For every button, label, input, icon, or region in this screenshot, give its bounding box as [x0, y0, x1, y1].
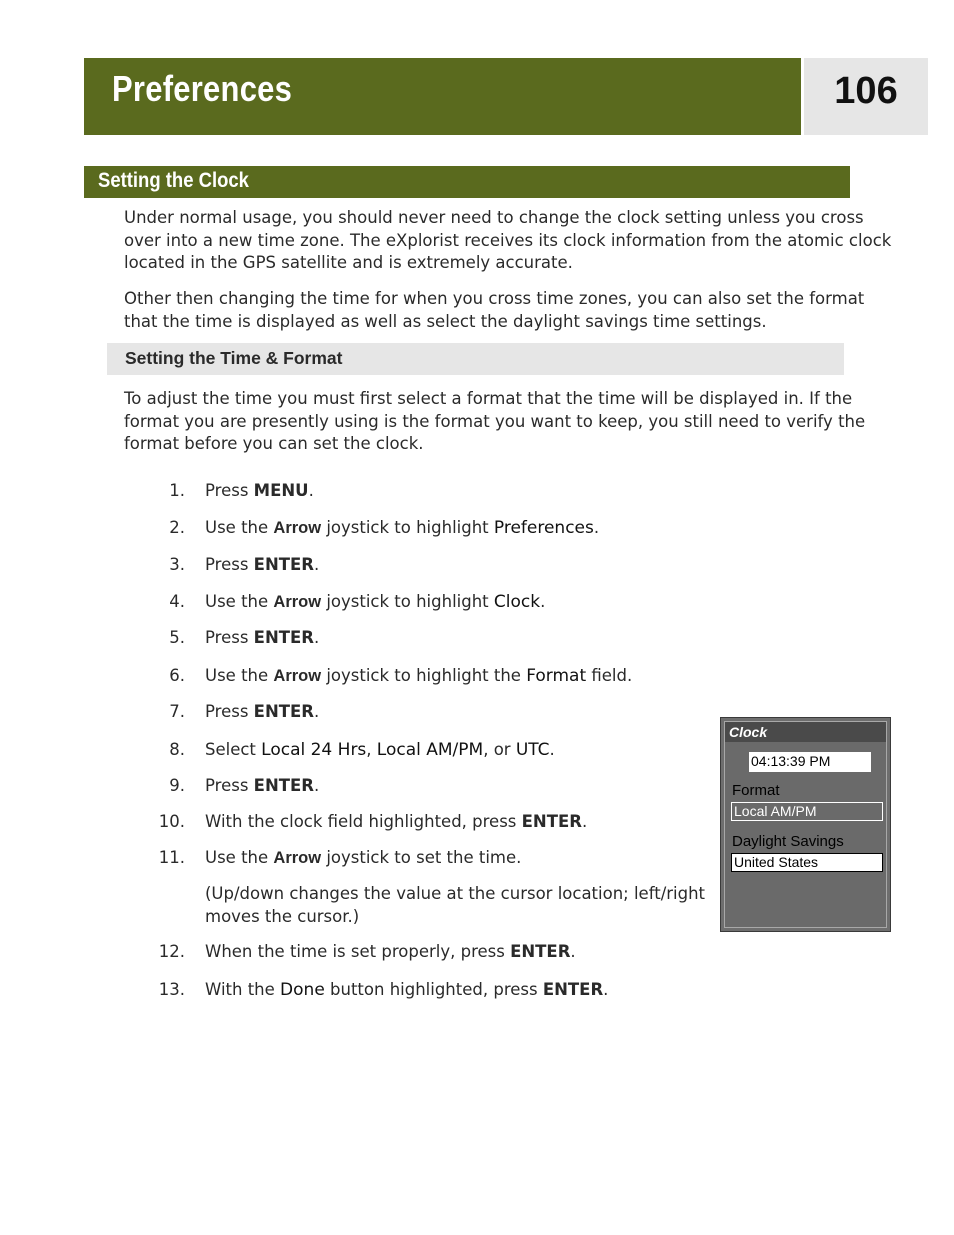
step-text-segment: . — [313, 628, 320, 647]
page-title: Preferences — [112, 68, 293, 109]
key-name: Arrow — [273, 849, 322, 867]
key-name: Arrow — [273, 667, 322, 685]
key-name: ENTER — [253, 702, 314, 721]
step-text-segment: Press — [205, 776, 254, 795]
ui-term: Preferences — [493, 518, 594, 538]
page-number-box — [804, 58, 928, 135]
device-dst-field — [731, 853, 883, 872]
step-text-segment: Select — [205, 740, 262, 759]
step-text — [205, 775, 319, 797]
step-text-segment: . — [581, 812, 588, 831]
device-screenshot — [720, 717, 891, 932]
page-number: 106 — [834, 70, 898, 112]
key-name: ENTER — [253, 776, 314, 795]
step-text-segment: Use the — [205, 848, 274, 867]
device-dst-label: Daylight Savings — [732, 833, 844, 850]
step-text-segment: Use the — [205, 592, 274, 611]
step-text-segment: Press — [205, 628, 254, 647]
section-title: Setting the Clock — [98, 169, 249, 192]
step-number: 11. — [158, 848, 185, 867]
step-number: 5. — [169, 628, 185, 647]
step-text — [205, 517, 599, 539]
step-text — [205, 480, 314, 502]
step-text — [205, 979, 608, 1001]
step-text-segment: With the clock field highlighted, press — [205, 812, 522, 831]
step-text-segment: Use the — [205, 666, 274, 685]
step-text-segment: joystick to highlight the — [321, 666, 527, 685]
step-number: 8. — [169, 740, 185, 759]
key-name: MENU — [253, 481, 309, 500]
step-text-segment: . — [570, 942, 576, 961]
step-text — [205, 665, 632, 687]
step-text-segment: . — [313, 776, 320, 795]
step-number: 10. — [158, 812, 185, 831]
ui-term: Clock — [493, 592, 541, 612]
device-screen — [724, 721, 887, 928]
key-name: ENTER — [542, 980, 604, 999]
step-text-segment: Press — [205, 555, 254, 574]
ui-term: UTC — [515, 740, 550, 760]
step-text-segment: . — [603, 980, 609, 999]
step-text-segment: , — [366, 740, 377, 759]
step-text — [205, 847, 521, 869]
intro-paragraph-1: Under normal usage, you should never need to change the clock setting unless you cross over into a new time zone. The eXplorist receives its clock information from the atomic clock located in the GPS satellite and is extremely accurate. — [124, 208, 892, 272]
ui-term: Format — [526, 666, 587, 686]
step-text — [205, 554, 319, 576]
step-number: 6. — [169, 666, 185, 685]
step-text — [205, 811, 587, 833]
key-name: Arrow — [273, 519, 322, 537]
step-text — [205, 739, 555, 761]
step-text-segment: joystick to set the time. — [321, 848, 522, 867]
step-text-segment: Use the — [205, 518, 274, 537]
subsection-title: Setting the Time & Format — [125, 348, 343, 368]
step-text-segment: With the — [205, 980, 281, 999]
step-text-segment: . — [308, 481, 314, 500]
step-number: 4. — [169, 592, 185, 611]
device-title-bar — [725, 722, 886, 742]
key-name: Arrow — [273, 593, 322, 611]
step-text-segment: . — [549, 740, 555, 759]
key-name: ENTER — [253, 628, 314, 647]
step-text-segment: When the time is set properly, press — [205, 942, 511, 961]
subsection-intro: To adjust the time you must first select a format that the time will be displayed in. If the format you are presently using is the format you want to keep, you still need to verify the format before you can set the clock. — [124, 389, 866, 453]
device-format-field — [731, 802, 883, 821]
page-header-bar — [84, 58, 801, 135]
step-text — [205, 941, 576, 963]
device-title: Clock — [729, 724, 768, 740]
step-text-segment: . — [313, 702, 320, 721]
device-format-label: Format — [732, 782, 780, 799]
ui-term: Done — [280, 980, 325, 1000]
section-header-bar — [84, 166, 850, 198]
step-text-segment: . — [313, 555, 320, 574]
step-text-segment: button highlighted, press — [324, 980, 543, 999]
subsection-header-bar — [107, 343, 844, 375]
key-name: ENTER — [521, 812, 582, 831]
step-text-segment: joystick to highlight — [321, 518, 494, 537]
step-text-segment: , or — [483, 740, 516, 759]
key-name: ENTER — [253, 555, 314, 574]
step-11-note: (Up/down changes the value at the cursor location; left/right moves the cursor.) — [205, 884, 706, 926]
step-number: 7. — [169, 702, 185, 721]
step-text — [205, 701, 319, 723]
device-time-value: 04:13:39 PM — [751, 753, 831, 769]
step-number: 1. — [169, 481, 185, 500]
step-text-segment: field. — [586, 666, 633, 685]
step-text-segment: joystick to highlight — [321, 592, 494, 611]
device-format-value: Local AM/PM — [734, 803, 817, 819]
intro-paragraph-2: Other then changing the time for when you cross time zones, you can also set the format that the time is displayed as well as select the daylight savings time settings. — [124, 289, 865, 331]
step-text-segment: Press — [205, 481, 254, 500]
ui-term: Local 24 Hrs — [261, 740, 367, 760]
device-time-field — [749, 752, 871, 772]
key-name: ENTER — [510, 942, 571, 961]
step-number: 2. — [169, 518, 185, 537]
step-text-segment: . — [593, 518, 600, 537]
step-number: 9. — [169, 776, 185, 795]
step-text-segment: . — [540, 592, 546, 611]
step-number: 3. — [169, 555, 185, 574]
step-number: 12. — [158, 942, 185, 961]
device-dst-value: United States — [734, 854, 819, 870]
step-text — [205, 591, 545, 613]
step-text — [205, 627, 319, 649]
step-text-segment: Press — [205, 702, 254, 721]
step-number: 13. — [158, 980, 185, 999]
ui-term: Local AM/PM — [376, 740, 484, 760]
